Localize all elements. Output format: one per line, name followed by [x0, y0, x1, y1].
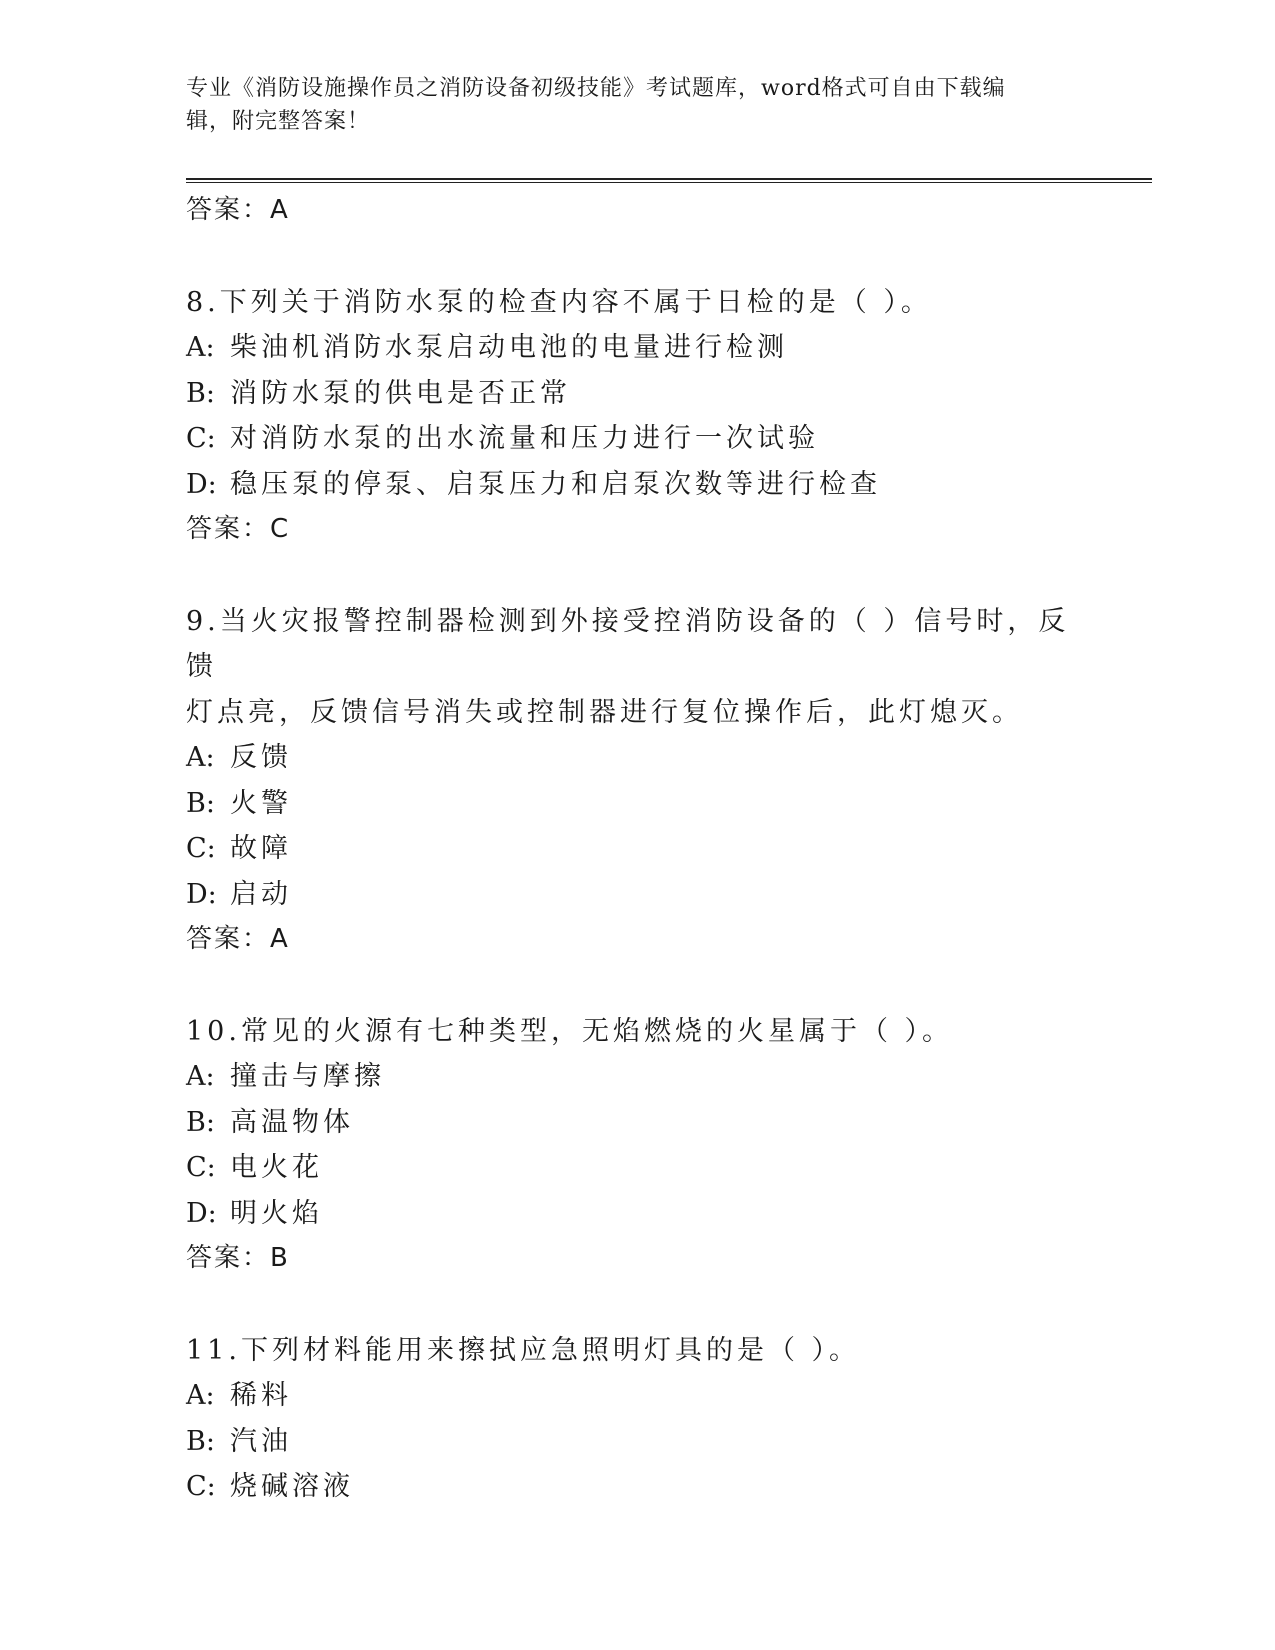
- option-key: A:: [186, 332, 215, 363]
- option-row: [186, 325, 1086, 371]
- option-text: 对消防水泵的出水流量和压力进行一次试验: [230, 423, 819, 454]
- question-block: [186, 280, 1086, 553]
- question-text: 11.下列材料能用来擦拭应急照明灯具的是（ ）。: [186, 1334, 861, 1366]
- option-text: 火警: [230, 787, 292, 819]
- option-key: D:: [186, 468, 217, 500]
- answer-value: A: [270, 195, 288, 225]
- answer-value: C: [270, 514, 289, 544]
- answer-line: [186, 1236, 1086, 1282]
- header-line: 辑，附完整答案！: [186, 109, 371, 134]
- option-row: [186, 416, 1086, 462]
- answer-line: [186, 507, 1086, 553]
- answer-label: 答案：: [186, 924, 271, 954]
- option-text: 消防水泵的供电是否正常: [230, 377, 571, 409]
- document-header: [186, 72, 1066, 138]
- answer-value: A: [270, 924, 288, 954]
- question-text: 灯点亮，反馈信号消失或控制器进行复位操作后，此灯熄灭。: [186, 696, 1023, 728]
- option-text: 电火花: [230, 1152, 323, 1183]
- option-key: B:: [186, 1106, 215, 1138]
- option-row: [186, 735, 1086, 781]
- question-text: 10.常见的火源有七种类型，无焰燃烧的火星属于（ ）。: [186, 1015, 954, 1047]
- option-key: C:: [186, 1471, 216, 1502]
- option-text: 烧碱溶液: [230, 1471, 354, 1502]
- header-line: 专业《消防设施操作员之消防设备初级技能》考试题库，word格式可自由下载编: [186, 76, 1006, 101]
- option-row: [186, 1373, 1086, 1419]
- option-row: [186, 1100, 1086, 1146]
- option-text: 高温物体: [230, 1106, 354, 1138]
- answer-label: 答案：: [186, 1243, 271, 1273]
- option-text: 稀料: [230, 1380, 292, 1411]
- option-text: 启动: [230, 878, 292, 910]
- option-key: A:: [186, 742, 215, 773]
- header-divider: [186, 182, 1152, 183]
- answer-line: [186, 917, 1086, 963]
- header-divider: [186, 178, 1152, 180]
- option-row: [186, 371, 1086, 417]
- option-row: [186, 826, 1086, 872]
- option-row: [186, 1145, 1086, 1191]
- option-text: 故障: [230, 833, 292, 864]
- question-spacer: [186, 963, 1086, 1009]
- answer-value: B: [270, 1243, 288, 1273]
- option-key: B:: [186, 377, 215, 409]
- option-row: [186, 1054, 1086, 1100]
- option-key: C:: [186, 833, 216, 864]
- option-row: [186, 1191, 1086, 1237]
- option-row: [186, 1419, 1086, 1465]
- question-text: 8.下列关于消防水泵的检查内容不属于日检的是（ ）。: [186, 286, 932, 318]
- question-block: [186, 1009, 1086, 1282]
- question-spacer: [186, 1282, 1086, 1328]
- question-spacer: [186, 234, 1086, 280]
- option-key: B:: [186, 787, 215, 819]
- option-text: 反馈: [230, 742, 292, 773]
- option-key: A:: [186, 1061, 215, 1092]
- option-key: D:: [186, 878, 217, 910]
- option-row: [186, 872, 1086, 918]
- answer-label: 答案：: [186, 195, 271, 225]
- question-block: [186, 1328, 1086, 1510]
- question-block: [186, 599, 1086, 963]
- option-text: 明火焰: [230, 1197, 323, 1229]
- option-key: D:: [186, 1197, 217, 1229]
- option-key: C:: [186, 423, 216, 454]
- option-row: [186, 1464, 1086, 1510]
- option-text: 稳压泵的停泵、启泵压力和启泵次数等进行检查: [230, 468, 881, 500]
- question-spacer: [186, 553, 1086, 599]
- option-row: [186, 462, 1086, 508]
- option-text: 柴油机消防水泵启动电池的电量进行检测: [230, 332, 788, 363]
- option-text: 汽油: [230, 1425, 292, 1457]
- answer-label: 答案：: [186, 514, 271, 544]
- answer-line: [186, 188, 1086, 234]
- question-list: [186, 188, 1086, 1510]
- question-text: 9.当火灾报警控制器检测到外接受控消防设备的（ ）信号时，反馈: [186, 605, 1070, 682]
- option-text: 撞击与摩擦: [230, 1061, 385, 1092]
- option-key: B:: [186, 1425, 215, 1457]
- option-key: A:: [186, 1380, 215, 1411]
- option-key: C:: [186, 1152, 216, 1183]
- option-row: [186, 781, 1086, 827]
